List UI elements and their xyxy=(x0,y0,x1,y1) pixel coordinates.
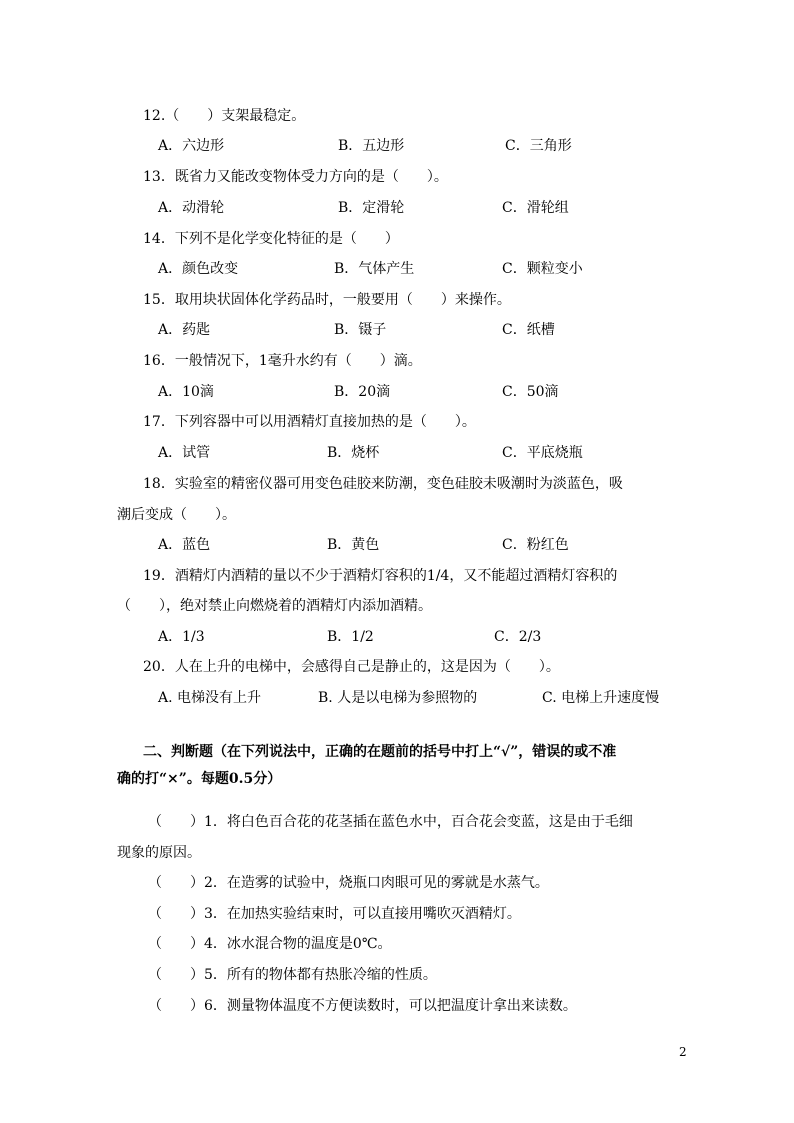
question-17-option-c: C．平底烧瓶 xyxy=(502,445,583,461)
question-17-text: 17．下列容器中可以用酒精灯直接加热的是（ ）。 xyxy=(143,414,476,430)
question-12-option-c: C．三角形 xyxy=(505,138,572,154)
question-12-option-b: B．五边形 xyxy=(338,138,405,154)
page-number: 2 xyxy=(679,1045,687,1059)
question-15-option-c: C．纸槽 xyxy=(502,322,555,338)
question-14-text: 14．下列不是化学变化特征的是（ ） xyxy=(143,231,399,247)
question-16-option-c: C．50滴 xyxy=(502,384,559,400)
judgment-item-2: （ ）2．在造雾的试验中，烧瓶口肉眼可见的雾就是水蒸气。 xyxy=(148,875,549,891)
question-19-text: 19．酒精灯内酒精的量以不少于酒精灯容积的1/4，又不能超过酒精灯容积的 xyxy=(143,568,618,584)
question-17-option-a: A．试管 xyxy=(158,445,211,461)
question-12-text: 12.（ ）支架最稳定。 xyxy=(143,108,306,124)
judgment-item-5: （ ）5．所有的物体都有热胀冷缩的性质。 xyxy=(148,967,437,983)
question-15-option-a: A．药匙 xyxy=(158,322,211,338)
question-16-option-a: A．10滴 xyxy=(158,384,214,400)
question-16-option-b: B．20滴 xyxy=(334,384,391,400)
question-18-option-a: A．蓝色 xyxy=(158,537,211,553)
question-17-option-b: B．烧杯 xyxy=(327,445,380,461)
judgment-item-1-continued: 现象的原因。 xyxy=(117,845,201,861)
question-18-option-c: C．粉红色 xyxy=(502,537,569,553)
question-13-option-c: C．滑轮组 xyxy=(502,200,569,216)
question-13-option-b: B．定滑轮 xyxy=(338,200,405,216)
judgment-item-1: （ ）1．将白色百合花的花茎插在蓝色水中，百合花会变蓝，这是由于毛细 xyxy=(148,814,633,830)
question-16-text: 16．一般情况下，1毫升水约有（ ）滴。 xyxy=(143,353,422,369)
question-18-text-continued: 潮后变成（ ）。 xyxy=(117,507,236,523)
question-14-option-c: C．颗粒变小 xyxy=(502,261,583,277)
judgment-item-6: （ ）6．测量物体温度不方便读数时，可以把温度计拿出来读数。 xyxy=(148,998,577,1014)
question-15-option-b: B．镊子 xyxy=(334,322,387,338)
question-20-text: 20．人在上升的电梯中，会感得自己是静止的，这是因为（ ）。 xyxy=(143,659,560,675)
question-19-option-b: B．1/2 xyxy=(327,629,374,645)
question-14-option-b: B．气体产生 xyxy=(334,261,415,277)
question-18-option-b: B．黄色 xyxy=(327,537,380,553)
section-2-heading-continued: 确的打“×”。每题0.5分） xyxy=(117,771,282,787)
section-2-heading: 二、判断题（在下列说法中，正确的在题前的括号中打上“√”，错误的或不准 xyxy=(143,744,617,760)
question-20-option-a: A. 电梯没有上升 xyxy=(158,690,262,706)
question-19-text-continued: （ ），绝对禁止向燃烧着的酒精灯内添加酒精。 xyxy=(117,598,432,614)
question-19-option-a: A．1/3 xyxy=(158,629,205,645)
question-14-option-a: A．颜色改变 xyxy=(158,261,239,277)
question-19-option-c: C．2/3 xyxy=(494,629,542,645)
judgment-item-3: （ ）3．在加热实验结束时，可以直接用嘴吹灭酒精灯。 xyxy=(148,906,521,922)
question-18-text: 18．实验室的精密仪器可用变色硅胶来防潮，变色硅胶未吸潮时为淡蓝色，吸 xyxy=(143,476,623,492)
question-13-option-a: A．动滑轮 xyxy=(158,200,225,216)
question-13-text: 13．既省力又能改变物体受力方向的是（ ）。 xyxy=(143,169,448,185)
question-15-text: 15．取用块状固体化学药品时，一般要用（ ）来操作。 xyxy=(143,292,511,308)
judgment-item-4: （ ）4．冰水混合物的温度是0℃。 xyxy=(148,936,392,952)
question-20-option-b: B. 人是以电梯为参照物的 xyxy=(318,690,478,706)
question-20-option-c: C. 电梯上升速度慢 xyxy=(542,690,660,706)
question-12-option-a: A．六边形 xyxy=(158,138,225,154)
